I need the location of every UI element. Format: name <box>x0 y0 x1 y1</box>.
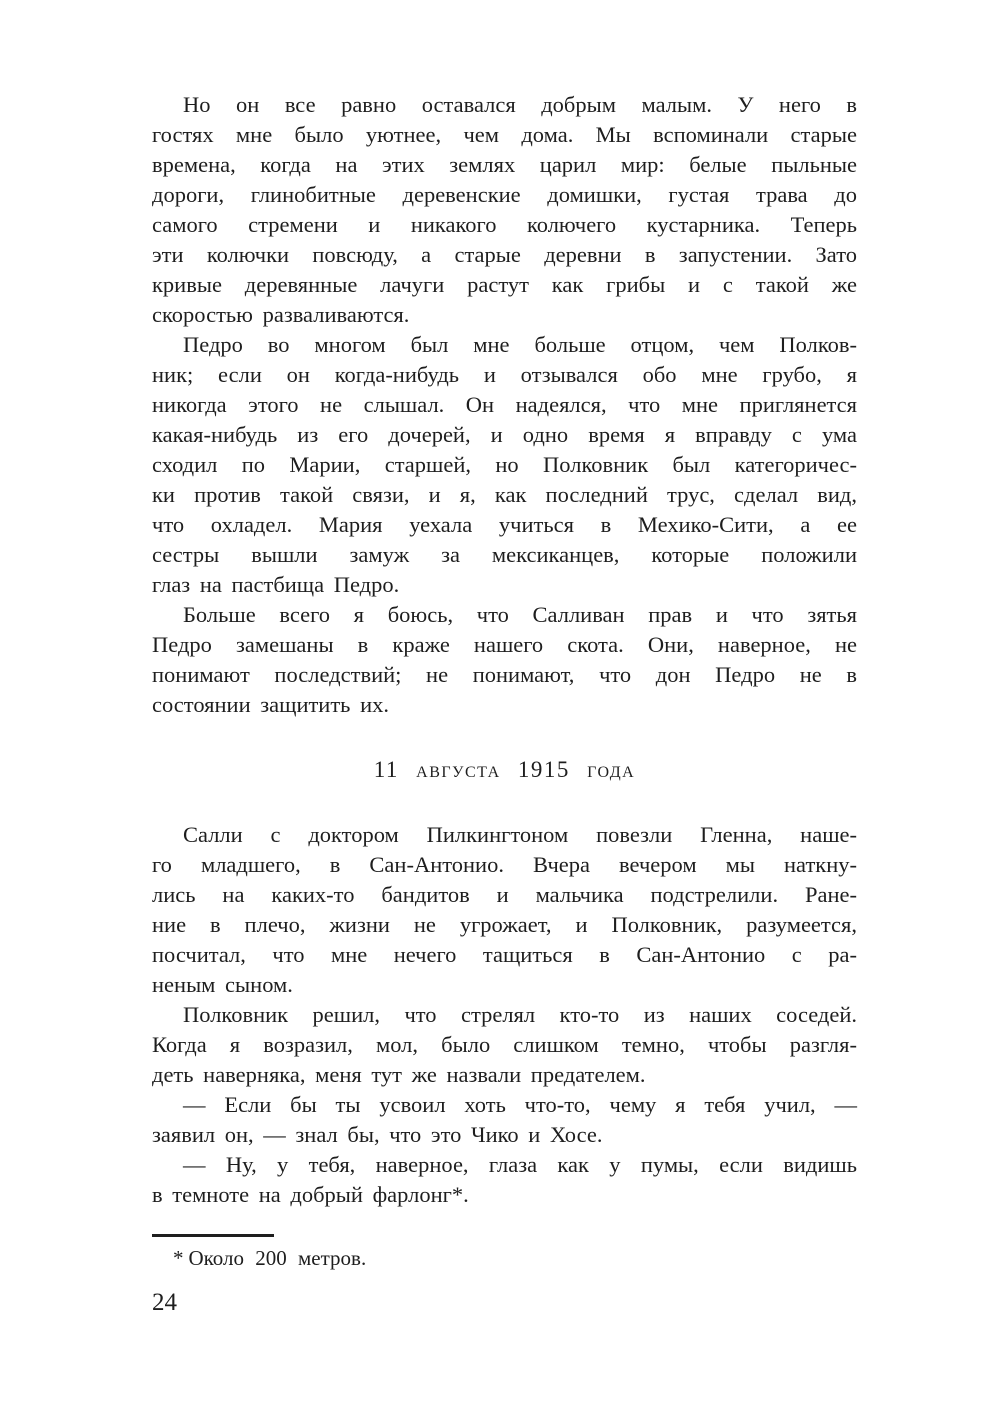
text-line: Когда я возразил, мол, было слишком темно, чтобы разгля- <box>152 1032 857 1057</box>
text-line: в темноте на добрый фарлонг*. <box>152 1182 469 1207</box>
text-line: неным сыном. <box>152 972 293 997</box>
text-line: никогда этого не слышал. Он надеялся, что мне приглянется <box>152 392 857 417</box>
text-line: ки против такой связи, и я, как последний трус, сделал вид, <box>152 482 857 507</box>
footnote-marker: * <box>173 1246 184 1270</box>
text-line: понимают последствий; не понимают, что дон Педро не в <box>152 662 857 687</box>
page-body <box>152 90 857 1271</box>
footnote <box>152 1245 857 1271</box>
text-line: Салли с доктором Пилкингтоном повезли Гленна, наше- <box>183 822 857 847</box>
text-line: Больше всего я боюсь, что Салливан прав и что зятья <box>183 602 857 627</box>
text-line: эти колючки повсюду, а старые деревни в запустении. Зато <box>152 242 857 267</box>
text-line: какая-нибудь из его дочерей, и одно время я вправду с ума <box>152 422 857 447</box>
footnote-text: Около 200 метров. <box>188 1246 367 1270</box>
entry-date-heading: 11 августа 1915 года <box>373 757 636 782</box>
text-line: скоростью разваливаются. <box>152 302 410 327</box>
text-line: ник; если он когда-нибудь и отзывался обо мне грубо, я <box>152 362 857 387</box>
text-line: — Если бы ты усвоил хоть что-то, чему я тебя учил, — <box>183 1092 857 1117</box>
text-line: — Ну, у тебя, наверное, глаза как у пумы, если видишь <box>183 1152 857 1177</box>
text-line: глаз на пастбища Педро. <box>152 572 400 597</box>
text-line: Педро во многом был мне больше отцом, чем Полков- <box>183 332 857 357</box>
text-line: кривые деревянные лачуги растут как грибы и с такой же <box>152 272 857 297</box>
text-line: времена, когда на этих землях царил мир: белые пыльные <box>152 152 857 177</box>
text-line: Педро замешаны в краже нашего скота. Они, наверное, не <box>152 632 857 657</box>
paragraph <box>152 820 857 1000</box>
footnote-divider <box>152 1234 274 1237</box>
paragraph <box>152 1000 857 1090</box>
paragraph <box>152 1090 857 1150</box>
text-line: Полковник решил, что стрелял кто-то из наших соседей. <box>183 1002 857 1027</box>
text-line: ние в плечо, жизни не угрожает, и Полковник, разумеется, <box>152 912 857 937</box>
text-line: Но он все равно оставался добрым малым. У него в <box>183 92 857 117</box>
content <box>152 90 857 1210</box>
text-line: лись на каких-то бандитов и мальчика подстрелили. Ране- <box>152 882 857 907</box>
text-line: посчитал, что мне нечего тащиться в Сан-Антонио с ра- <box>152 942 857 967</box>
text-line: сходил по Марии, старшей, но Полковник был категоричес- <box>152 452 857 477</box>
text-line: деть наверняка, меня тут же назвали предателем. <box>152 1062 646 1087</box>
paragraph <box>152 1150 857 1210</box>
text-line: заявил он, — знал бы, что это Чико и Хосе. <box>152 1122 603 1147</box>
text-line: го младшего, в Сан-Антонио. Вчера вечером мы наткну- <box>152 852 857 877</box>
text-line: самого стремени и никакого колючего кустарника. Теперь <box>152 212 857 237</box>
page-number: 24 <box>152 1289 177 1316</box>
text-line: гостях мне было уютнее, чем дома. Мы вспоминали старые <box>152 122 857 147</box>
paragraph <box>152 600 857 720</box>
text-line: что охладел. Мария уехала учиться в Мехико-Сити, а ее <box>152 512 857 537</box>
text-line: сестры вышли замуж за мексиканцев, которые положили <box>152 542 857 567</box>
paragraph <box>152 90 857 330</box>
text-line: дороги, глинобитные деревенские домишки, густая трава до <box>152 182 857 207</box>
paragraph <box>152 330 857 600</box>
text-line: состоянии защитить их. <box>152 692 389 717</box>
